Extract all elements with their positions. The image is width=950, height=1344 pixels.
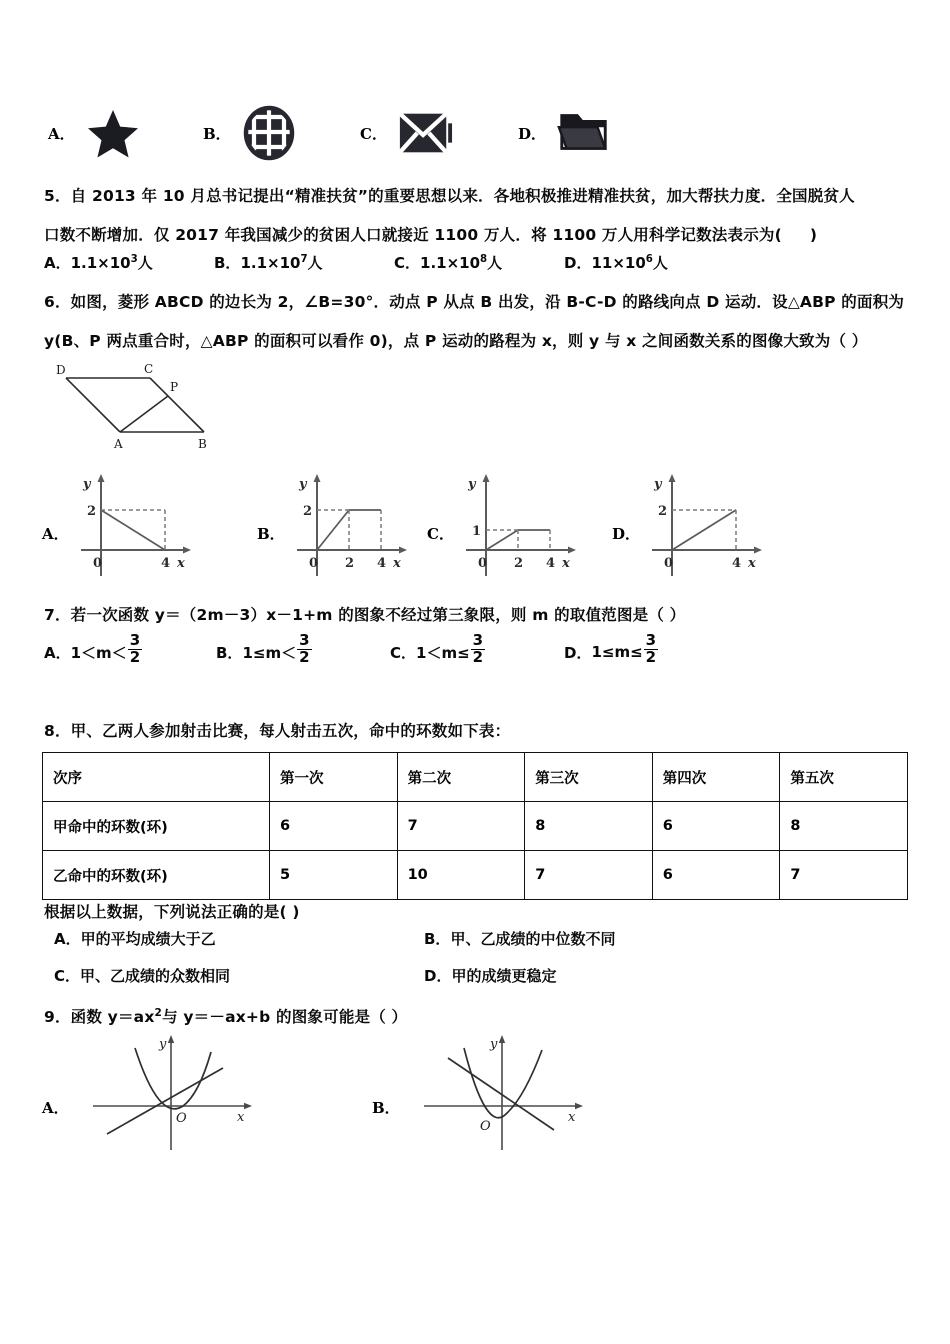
table-header-cell: 第四次 — [652, 753, 780, 802]
y-axis-label: y — [654, 477, 662, 492]
graph-c — [458, 472, 588, 580]
option-label: D． — [564, 643, 592, 662]
question6-line2: y(B、P 两点重合时，△ABP 的面积可以看作 0)，点 P 运动的路程为 x，则 y 与 x 之间函数关系的图像大致为（ ） — [44, 332, 868, 351]
question5-line2-text: 口数不断增加．仅 2017 年我国减少的贫困人口就接近 1100 万人．将 1100 万人用科学记数法表示为( — [44, 226, 782, 245]
option-label: C． — [390, 643, 417, 662]
vertex-label-d: D — [56, 363, 66, 377]
question8-option-d[interactable] — [424, 965, 556, 986]
y-tick-2: 2 — [302, 504, 312, 519]
fraction — [128, 633, 142, 666]
option-label: A． — [42, 525, 69, 543]
question7-stem: 7．若一次函数 y＝（2m－3）x－1+m 的图象不经过第三象限，则 m 的取值范图是（ ） — [44, 606, 686, 624]
option-label: A． — [42, 1099, 69, 1117]
option-label: B． — [372, 1099, 400, 1117]
numerator: 3 — [645, 631, 657, 649]
option-label: C． — [394, 254, 421, 272]
x-tick-0: 0 — [477, 556, 487, 571]
table-cell: 6 — [652, 851, 780, 900]
question6-option-a[interactable] — [42, 468, 203, 580]
question5-line2-paren: ) — [809, 226, 818, 245]
y-tick-1: 1 — [471, 524, 481, 539]
numerator: 3 — [472, 631, 484, 649]
y-tick-2: 2 — [86, 504, 96, 519]
option-label: C． — [427, 525, 454, 543]
question5-line1: 5．自 2013 年 10 月总书记提出“精准扶贫”的重要思想以来．各地积极推进精准扶贫，加大帮扶力度．全国脱贫人 — [44, 187, 855, 205]
table-cell: 甲命中的环数(环) — [43, 802, 270, 851]
question9-stem-exponent: 2 — [154, 1007, 163, 1019]
question8-option-c[interactable] — [54, 965, 230, 986]
table-cell: 6 — [270, 802, 398, 851]
table-cell: 8 — [780, 802, 908, 851]
option-inequality: 1＜m＜ — [70, 643, 127, 662]
denominator: 2 — [299, 647, 310, 666]
table-header-cell: 第一次 — [270, 753, 398, 802]
y-axis-label: y — [298, 477, 307, 492]
option-text: 甲、乙成绩的众数相同 — [80, 967, 231, 985]
option-inequality: 1＜m≤ — [416, 643, 470, 662]
option-label: B． — [216, 643, 243, 662]
option-label: A． — [44, 643, 71, 662]
option-unit: 人 — [652, 254, 668, 272]
option-base: 11×10 — [591, 254, 646, 272]
question9-stem-a: 9．函数 y＝ax — [44, 1008, 155, 1027]
x-tick-4: 4 — [376, 556, 386, 571]
question7-option-d[interactable] — [564, 631, 659, 669]
option-label: B． — [257, 525, 285, 543]
fraction — [644, 633, 658, 666]
table-cell: 7 — [780, 851, 908, 900]
option-exponent: 3 — [130, 254, 138, 265]
option-inequality: 1≤m≤ — [591, 643, 643, 662]
question7-options — [44, 631, 924, 692]
option-text: 甲的成绩更稳定 — [451, 967, 557, 985]
x-tick-0: 0 — [308, 556, 318, 571]
question9-stem-b: 与 y＝－ax+b 的图象可能是（ ） — [162, 1008, 408, 1027]
vertex-label-c: C — [144, 362, 154, 376]
option-label: D． — [564, 254, 592, 272]
option-label: D． — [518, 124, 547, 143]
option-exponent: 7 — [300, 254, 308, 265]
question4-option-d[interactable] — [518, 92, 612, 174]
origin-label: O — [479, 1119, 491, 1134]
numerator: 3 — [299, 631, 310, 649]
y-axis-label: y — [489, 1037, 498, 1052]
x-axis-label: x — [748, 556, 756, 571]
x-tick-4: 4 — [545, 556, 555, 571]
table-cell: 7 — [397, 802, 525, 851]
x-axis-label: x — [236, 1110, 244, 1125]
table-header-cell: 次序 — [43, 753, 270, 802]
question6-stem — [44, 288, 914, 367]
table-cell: 5 — [270, 851, 398, 900]
question8-stem: 8．甲、乙两人参加射击比赛，每人射击五次，命中的环数如下表： — [44, 722, 511, 740]
option-unit: 人 — [307, 254, 323, 272]
question4-option-c[interactable] — [360, 92, 453, 174]
option-label: C． — [54, 967, 81, 985]
x-tick-2: 2 — [344, 556, 354, 571]
question7-option-c[interactable] — [390, 631, 486, 669]
question6-graph-options — [42, 468, 922, 580]
table-cell: 8 — [525, 802, 653, 851]
envelope-icon — [397, 105, 453, 161]
graph-d — [644, 472, 774, 580]
question8-option-a[interactable] — [54, 928, 216, 949]
shooting-scores-table — [42, 752, 908, 900]
option-exponent: 8 — [480, 254, 488, 265]
question4-option-a[interactable] — [48, 92, 141, 174]
question6-option-d[interactable] — [612, 468, 774, 580]
table-cell: 6 — [652, 802, 780, 851]
globe-grid-icon — [241, 105, 297, 161]
question9-stem — [44, 1003, 644, 1033]
question5-stem — [44, 182, 910, 261]
question6-option-b[interactable] — [257, 468, 419, 580]
question9-option-b[interactable] — [372, 1030, 612, 1155]
question5-line2 — [44, 221, 910, 250]
option-label: A． — [48, 124, 75, 143]
y-axis-label: y — [82, 477, 91, 492]
table-row — [43, 802, 908, 851]
option-label: B． — [203, 124, 231, 143]
x-axis-label: x — [176, 556, 185, 571]
question9-graph-options — [42, 1030, 742, 1155]
x-axis-label: x — [567, 1110, 576, 1125]
denominator: 2 — [129, 647, 141, 666]
graph-a — [73, 472, 203, 580]
table-header-cell: 第三次 — [525, 753, 653, 802]
table-cell: 7 — [525, 851, 653, 900]
x-tick-4: 4 — [160, 556, 170, 571]
option-label: B． — [424, 930, 451, 948]
table-row — [43, 851, 908, 900]
vertex-label-b: B — [198, 437, 207, 451]
vertex-label-a: A — [114, 437, 123, 451]
option-label: A． — [54, 930, 81, 948]
folder-icon — [556, 105, 612, 161]
table-header-cell: 第五次 — [780, 753, 908, 802]
y-axis-label: y — [158, 1037, 166, 1052]
y-tick-2: 2 — [658, 504, 668, 519]
question8-options — [44, 928, 904, 998]
question7-option-b[interactable] — [216, 631, 313, 669]
option-label: B． — [214, 254, 241, 272]
denominator: 2 — [645, 647, 657, 666]
denominator: 2 — [472, 647, 484, 666]
rhombus-abcd-figure — [52, 360, 262, 458]
table-header-row — [43, 753, 908, 802]
option-exponent: 6 — [645, 254, 653, 265]
origin-label: O — [175, 1111, 187, 1126]
graph-b — [289, 472, 419, 580]
question5-option-d[interactable] — [564, 252, 668, 273]
numerator: 3 — [129, 631, 141, 649]
fraction — [471, 633, 485, 666]
option-label: A． — [44, 254, 71, 272]
option-label: D． — [424, 967, 452, 985]
question6-line1: 6．如图，菱形 ABCD 的边长为 2，∠B=30°．动点 P 从点 B 出发，沿 B-C-D 的路线向点 D 运动．设△ABP 的面积为 — [44, 293, 905, 311]
fraction — [297, 633, 311, 666]
table-cell: 10 — [397, 851, 525, 900]
option-base: 1.1×10 — [420, 254, 481, 272]
option-base: 1.1×10 — [240, 254, 301, 272]
question8-sub-stem: 根据以上数据，下列说法正确的是( ) — [44, 903, 300, 921]
question5-option-c[interactable] — [394, 252, 502, 273]
x-tick-4: 4 — [732, 556, 742, 571]
question8-option-b[interactable] — [424, 928, 615, 949]
question4-option-b[interactable] — [203, 92, 297, 174]
option-text: 甲的平均成绩大于乙 — [80, 930, 216, 948]
table-cell: 乙命中的环数(环) — [43, 851, 270, 900]
x-tick-0: 0 — [92, 556, 102, 571]
option-label: D． — [612, 525, 641, 543]
star-icon — [85, 105, 141, 161]
x-tick-0: 0 — [664, 556, 674, 571]
graph-q9-a — [71, 1030, 281, 1155]
question5-option-b[interactable] — [214, 252, 323, 273]
x-axis-label: x — [561, 556, 570, 571]
option-unit: 人 — [137, 254, 153, 272]
y-axis-label: y — [467, 477, 476, 492]
option-inequality: 1≤m＜ — [242, 643, 297, 662]
option-label: C． — [360, 124, 387, 143]
question6-option-c[interactable] — [427, 468, 588, 580]
table-header-cell: 第二次 — [397, 753, 525, 802]
question4-options-row — [48, 92, 708, 174]
option-text: 甲、乙成绩的中位数不同 — [450, 930, 616, 948]
question7-option-a[interactable] — [44, 631, 143, 669]
option-unit: 人 — [487, 254, 503, 272]
vertex-label-p: P — [170, 380, 179, 394]
question5-options — [44, 252, 910, 276]
question5-option-a[interactable] — [44, 252, 153, 273]
question9-option-a[interactable] — [42, 1030, 281, 1155]
x-tick-2: 2 — [513, 556, 523, 571]
graph-q9-b — [402, 1030, 612, 1155]
x-axis-label: x — [392, 556, 401, 571]
option-base: 1.1×10 — [70, 254, 131, 272]
